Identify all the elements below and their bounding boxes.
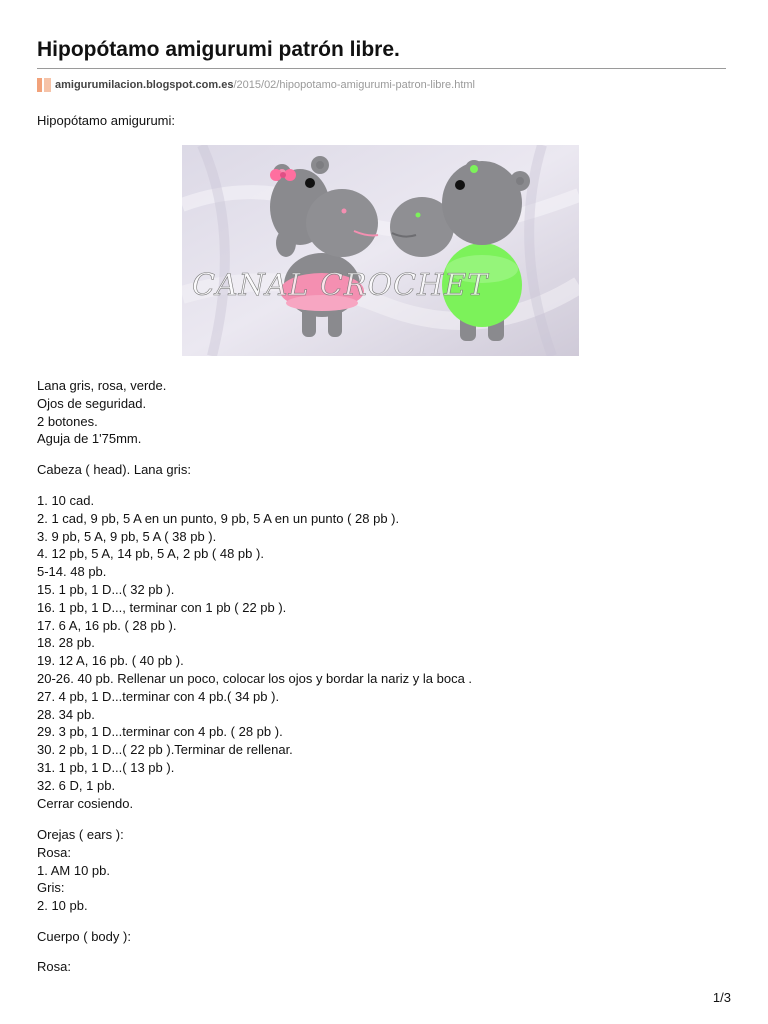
list-item: Ojos de seguridad.: [37, 395, 147, 411]
hippo-photo: [182, 145, 579, 356]
list-item: 15. 1 pb, 1 D...( 32 pb ).: [37, 581, 175, 597]
list-item: 5-14. 48 pb.: [37, 564, 107, 580]
list-item: 31. 1 pb, 1 D...( 13 pb ).: [37, 759, 175, 775]
intro-text: Hipopótamo amigurumi:: [37, 113, 176, 128]
list-item: 2 botones.: [37, 413, 98, 429]
list-item: Rosa:: [37, 844, 71, 860]
head-section-title: Cabeza ( head). Lana gris:: [37, 462, 191, 477]
title-divider: [37, 68, 726, 69]
list-item: 20-26. 40 pb. Rellenar un poco, colocar los ojos y bordar la nariz y la boca .: [37, 670, 473, 686]
list-item: 30. 2 pb, 1 D...( 22 pb ).Terminar de rellenar.: [37, 742, 293, 758]
source-domain-link[interactable]: amigurumilacion.blogspot.com.es: [55, 79, 234, 91]
list-item: 1. AM 10 pb.: [37, 862, 110, 878]
list-item: 27. 4 pb, 1 D...terminar con 4 pb.( 34 pb ).: [37, 688, 280, 704]
list-item: 1. 10 cad.: [37, 493, 95, 508]
list-item: 3. 9 pb, 5 A, 9 pb, 5 A ( 38 pb ).: [37, 528, 217, 544]
head-steps-list: [37, 492, 472, 812]
blog-source-icon: [37, 78, 51, 92]
list-item: 29. 3 pb, 1 D...terminar con 4 pb. ( 28 pb ).: [37, 724, 283, 740]
rosa-label: Rosa:: [37, 959, 71, 974]
list-item: 16. 1 pb, 1 D..., terminar con 1 pb ( 22 pb ).: [37, 599, 287, 615]
list-item: Orejas ( ears ):: [37, 827, 124, 842]
ears-section: [37, 826, 124, 915]
list-item: 2. 10 pb.: [37, 898, 88, 914]
page-number: 1/3: [712, 990, 731, 1005]
materials-list: [37, 377, 166, 448]
body-section-title: Cuerpo ( body ):: [37, 929, 131, 944]
list-item: 18. 28 pb.: [37, 635, 95, 651]
list-item: Lana gris, rosa, verde.: [37, 378, 167, 393]
list-item: 4. 12 pb, 5 A, 14 pb, 5 A, 2 pb ( 48 pb ).: [37, 546, 264, 562]
list-item: Cerrar cosiendo.: [37, 795, 134, 811]
list-item: 2. 1 cad, 9 pb, 5 A en un punto, 9 pb, 5 A en un punto ( 28 pb ).: [37, 510, 400, 526]
source-line: [37, 78, 475, 92]
list-item: 19. 12 A, 16 pb. ( 40 pb ).: [37, 653, 184, 669]
list-item: 28. 34 pb.: [37, 706, 95, 722]
photo-watermark: CANAL CROCHET: [192, 268, 489, 303]
source-path-link[interactable]: /2015/02/hipopotamo-amigurumi-patron-libre.html: [233, 79, 475, 91]
list-item: Aguja de 1'75mm.: [37, 431, 142, 447]
page-title: Hipopótamo amigurumi patrón libre.: [37, 38, 400, 61]
list-item: 17. 6 A, 16 pb. ( 28 pb ).: [37, 617, 177, 633]
list-item: 32. 6 D, 1 pb.: [37, 777, 116, 793]
list-item: Gris:: [37, 880, 65, 896]
